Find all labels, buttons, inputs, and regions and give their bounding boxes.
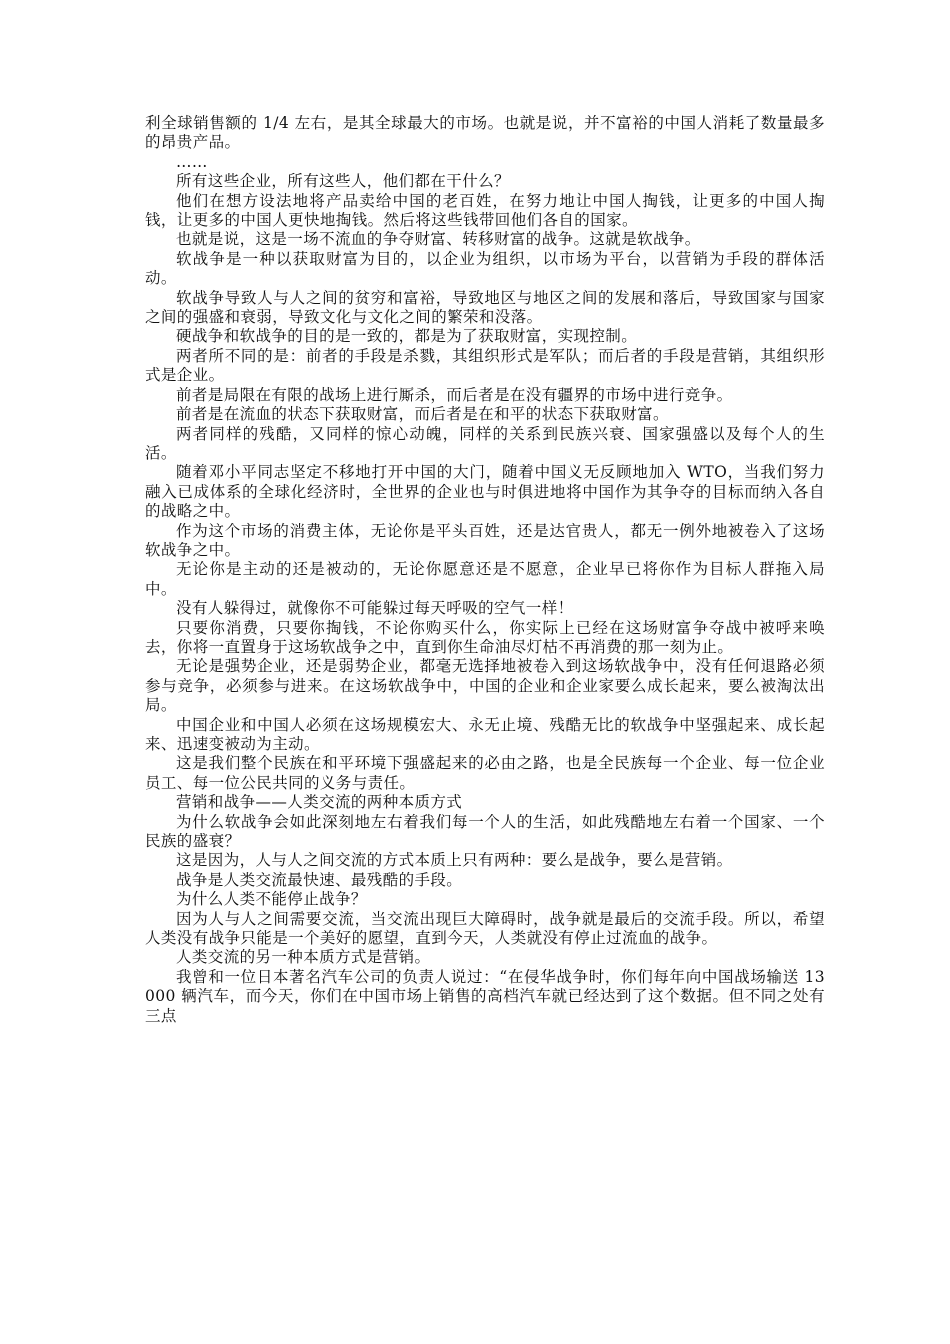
- paragraph: 硬战争和软战争的目的是一致的，都是为了获取财富，实现控制。: [176, 327, 638, 346]
- paragraph: 前者是在流血的状态下获取财富，而后者是在和平的状态下获取财富。: [176, 405, 669, 424]
- paragraph: 无论你是主动的还是被动的，无论你愿意还是不愿意，企业早已将你作为目标人群拖入局中。: [145, 560, 825, 598]
- paragraph: 这是我们整个民族在和平环境下强盛起来的必由之路，也是全民族每一个企业、每一位企业员工、每一位公民共同的义务与责任。: [145, 754, 825, 792]
- paragraph: 这是因为，人与人之间交流的方式本质上只有两种：要么是战争，要么是营销。: [176, 851, 733, 870]
- ellipsis-line: ……: [176, 152, 208, 171]
- paragraph: 为什么人类不能停止战争？: [176, 890, 367, 909]
- paragraph: 只要你消费，只要你掏钱，不论你购买什么，你实际上已经在这场财富争夺战中被呼来唤去，你将一直置身于这场软战争之中，直到你生命油尽灯枯不再消费的那一刻为止。: [145, 618, 825, 656]
- paragraph: 无论是强势企业，还是弱势企业，都毫无选择地被卷入到这场软战争中，没有任何退路必须参与竞争，必须参与进来。在这场软战争中，中国的企业和企业家要么成长起来，要么被淘汰出局。: [145, 657, 825, 715]
- paragraph: 中国企业和中国人必须在这场规模宏大、永无止境、残酷无比的软战争中坚强起来、成长起来、迅速变被动为主动。: [145, 715, 825, 753]
- paragraph: 软战争导致人与人之间的贫穷和富裕，导致地区与地区之间的发展和落后，导致国家与国家之间的强盛和衰弱，导致文化与文化之间的繁荣和没落。: [145, 288, 825, 327]
- section-heading: 营销和战争——人类交流的两种本质方式: [176, 793, 463, 812]
- paragraph: 软战争是一种以获取财富为目的，以企业为组织，以市场为平台，以营销为手段的群体活动。: [145, 249, 825, 288]
- paragraph: 因为人与人之间需要交流，当交流出现巨大障碍时，战争就是最后的交流手段。所以，希望人类没有战争只能是一个美好的愿望，直到今天，人类就没有停止过流血的战争。: [145, 909, 825, 948]
- paragraph: 所有这些企业，所有这些人，他们都在干什么？: [176, 172, 510, 191]
- document-body: [145, 114, 825, 1026]
- paragraph: 战争是人类交流最快速、最残酷的手段。: [176, 870, 463, 889]
- paragraph: 两者所不同的是：前者的手段是杀戮，其组织形式是军队；而后者的手段是营销，其组织形式是企业。: [145, 346, 825, 385]
- paragraph: 两者同样的残酷，又同样的惊心动魄，同样的关系到民族兴衰、国家强盛以及每个人的生活。: [145, 424, 825, 462]
- paragraph: 人类交流的另一种本质方式是营销。: [176, 948, 431, 967]
- paragraph: 也就是说，这是一场不流血的争夺财富、转移财富的战争。这就是软战争。: [176, 230, 701, 249]
- paragraph: 利全球销售额的 1/4 左右，是其全球最大的市场。也就是说，并不富裕的中国人消耗了数量最多的昂贵产品。: [145, 114, 825, 152]
- paragraph: 我曾和一位日本著名汽车公司的负责人说过：“在侵华战争时，你们每年向中国战场输送 13 000 辆汽车，而今天，你们在中国市场上销售的高档汽车就已经达到了这个数据。但不同之处有三点: [145, 967, 825, 1025]
- paragraph: 他们在想方设法地将产品卖给中国的老百姓，在努力地让中国人掏钱，让更多的中国人掏钱，让更多的中国人更快地掏钱。然后将这些钱带回他们各自的国家。: [145, 191, 825, 230]
- paragraph: 为什么软战争会如此深刻地左右着我们每一个人的生活，如此残酷地左右着一个国家、一个民族的盛衰？: [145, 812, 825, 851]
- paragraph: 前者是局限在有限的战场上进行厮杀，而后者是在没有疆界的市场中进行竞争。: [176, 385, 733, 404]
- paragraph: 作为这个市场的消费主体，无论你是平头百姓，还是达官贵人，都无一例外地被卷入了这场软战争之中。: [145, 521, 825, 559]
- paragraph: 没有人躲得过，就像你不可能躲过每天呼吸的空气一样！: [176, 599, 574, 618]
- paragraph: 随着邓小平同志坚定不移地打开中国的大门，随着中国义无反顾地加入 WTO，当我们努力融入已成体系的全球化经济时，全世界的企业也与时俱进地将中国作为其争夺的目标而纳入各自的战略之中。: [145, 463, 825, 521]
